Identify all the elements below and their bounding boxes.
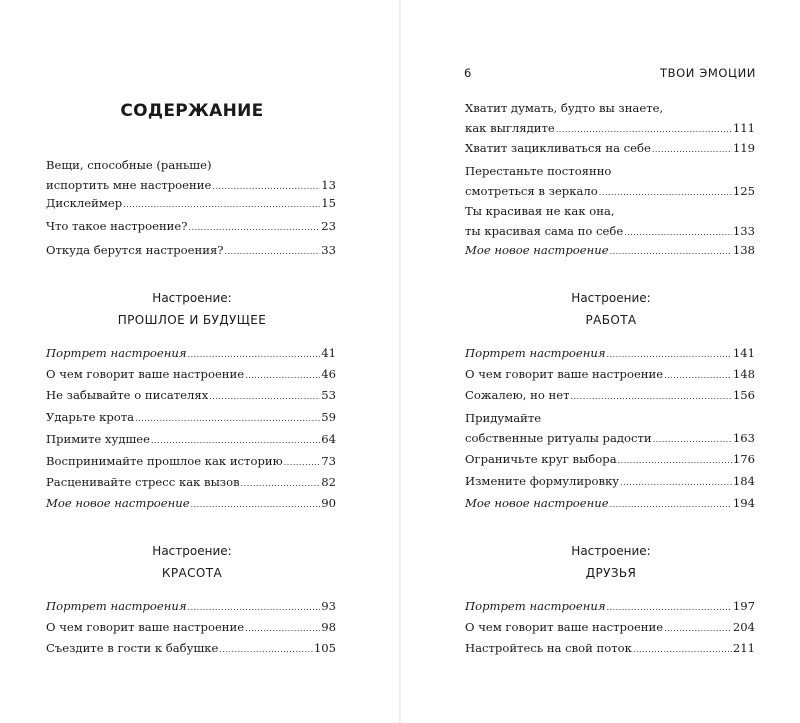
toc-entry-page: 23 [321, 219, 336, 233]
leader-dots [209, 387, 320, 407]
section-heading [465, 542, 757, 582]
toc-entry-title: Портрет настроения [46, 599, 187, 613]
toc-entry-page: 211 [732, 641, 755, 655]
toc-entry[interactable] [46, 638, 336, 658]
toc-entry[interactable] [46, 596, 336, 616]
toc-entry[interactable] [465, 638, 755, 658]
toc-title: СОДЕРЖАНИЕ [120, 101, 264, 121]
toc-entry-page: 90 [321, 496, 336, 510]
toc-entry-title: Портрет настроения [46, 346, 187, 360]
leader-dots [618, 451, 732, 471]
leader-dots [188, 218, 320, 238]
toc-entry[interactable] [465, 364, 755, 384]
toc-entry[interactable] [46, 385, 336, 405]
toc-entry[interactable] [46, 216, 336, 236]
leader-dots [620, 473, 732, 493]
toc-entry-title: Дисклеймер [46, 196, 123, 210]
toc-entry-page: 204 [732, 620, 755, 634]
toc-entry[interactable] [465, 471, 755, 491]
toc-entry[interactable] [46, 617, 336, 637]
leader-dots [188, 598, 321, 618]
toc-entry-title: Измените формулировку [465, 474, 620, 488]
leader-dots [219, 640, 313, 660]
leader-dots [245, 366, 320, 386]
leader-dots [610, 495, 732, 515]
toc-entry-first-line: Перестаньте постоянно [465, 164, 612, 178]
section-label: Настроение: [571, 544, 651, 558]
toc-entry[interactable] [465, 240, 755, 260]
toc-entry-page: 138 [732, 243, 755, 257]
leader-dots [599, 183, 732, 203]
leader-dots [135, 409, 320, 429]
section-label: Настроение: [152, 291, 232, 305]
leader-dots [664, 619, 732, 639]
toc-entry-title: Ограничьте круг выбора [465, 452, 617, 466]
toc-entry-title: О чем говорит ваше настроение [465, 620, 664, 634]
toc-entry[interactable] [46, 240, 336, 260]
toc-entry-title: О чем говорит ваше настроение [465, 367, 664, 381]
section-label: Настроение: [152, 544, 232, 558]
section-heading [46, 542, 338, 582]
leader-dots [556, 120, 732, 140]
toc-entry-page: 15 [321, 196, 336, 210]
toc-entry[interactable] [465, 201, 755, 241]
toc-entry-page: 93 [321, 599, 336, 613]
toc-entry-title: Что такое настроение? [46, 219, 188, 233]
toc-entry-title: Настройтесь на свой поток [465, 641, 632, 655]
toc-entry-title: смотреться в зеркало [465, 184, 598, 198]
section-caption: РАБОТА [585, 313, 637, 327]
leader-dots [284, 453, 321, 473]
toc-entry-page: 46 [321, 367, 336, 381]
toc-entry-first-line: Хватит думать, будто вы знаете, [465, 101, 664, 115]
section-caption: КРАСОТА [161, 566, 223, 580]
leader-dots [607, 345, 732, 365]
toc-entry-title: Портрет настроения [465, 599, 606, 613]
toc-entry-title: Воспринимайте прошлое как историю [46, 454, 283, 468]
section-caption: ДРУЗЬЯ [585, 566, 637, 580]
toc-entry-title: Расценивайте стресс как вызов [46, 475, 240, 489]
toc-entry-page: 184 [732, 474, 755, 488]
toc-entry[interactable] [465, 493, 755, 513]
toc-entry-page: 194 [732, 496, 755, 510]
leader-dots [191, 495, 321, 515]
toc-entry[interactable] [46, 364, 336, 384]
leader-dots [241, 474, 321, 494]
toc-entry[interactable] [465, 385, 755, 405]
toc-entry[interactable] [465, 449, 755, 469]
toc-entry-title: как выглядите [465, 121, 555, 135]
toc-entry[interactable] [46, 451, 336, 471]
toc-entry-title: Портрет настроения [465, 346, 606, 360]
toc-entry-page: 119 [732, 141, 755, 155]
toc-entry-page: 156 [732, 388, 755, 402]
toc-entry-page: 141 [732, 346, 755, 360]
leader-dots [607, 598, 732, 618]
running-head-title: ТВОИ ЭМОЦИИ [660, 66, 756, 80]
toc-entry-page: 176 [732, 452, 755, 466]
toc-entry-page: 125 [732, 184, 755, 198]
section-heading [46, 289, 338, 329]
toc-entry-page: 111 [732, 121, 755, 135]
toc-entry[interactable] [46, 472, 336, 492]
toc-entry-page: 13 [321, 178, 336, 192]
section-label: Настроение: [571, 291, 651, 305]
toc-entry-page: 133 [732, 224, 755, 238]
toc-entry-page: 98 [321, 620, 336, 634]
toc-entry-page: 148 [732, 367, 755, 381]
toc-entry-title: Не забывайте о писателях [46, 388, 209, 402]
toc-entry[interactable] [46, 155, 336, 195]
toc-entry-page: 53 [321, 388, 336, 402]
toc-entry-title: ты красивая сама по себе [465, 224, 624, 238]
toc-entry-title: О чем говорит ваше настроение [46, 620, 245, 634]
toc-entry-page: 82 [321, 475, 336, 489]
toc-entry-page: 33 [321, 243, 336, 257]
toc-entry[interactable] [465, 596, 755, 616]
leader-dots [225, 242, 321, 262]
toc-entry-title: Сожалею, но нет [465, 388, 570, 402]
leader-dots [610, 242, 732, 262]
toc-entry[interactable] [465, 161, 755, 201]
toc-entry-title: Ударьте крота [46, 410, 135, 424]
leader-dots [664, 366, 732, 386]
toc-entry-page: 105 [313, 641, 336, 655]
toc-entry-page: 73 [321, 454, 336, 468]
toc-entry-title: Примите худшее [46, 432, 150, 446]
leader-dots [653, 430, 732, 450]
toc-entry-page: 197 [732, 599, 755, 613]
toc-entry-page: 59 [321, 410, 336, 424]
toc-entry-title: Хватит зацикливаться на себе [465, 141, 651, 155]
section-caption: ПРОШЛОЕ И БУДУЩЕЕ [117, 313, 267, 327]
section-heading [465, 289, 757, 329]
toc-entry[interactable] [465, 98, 755, 138]
toc-entry[interactable] [465, 343, 755, 363]
toc-entry-title: Мое новое настроение [465, 243, 609, 257]
toc-entry-first-line: Придумайте [465, 411, 542, 425]
page-number: 6 [464, 66, 472, 80]
toc-entry-title: Мое новое настроение [46, 496, 190, 510]
leader-dots [571, 387, 732, 407]
leader-dots [123, 195, 320, 215]
toc-entry[interactable] [46, 493, 336, 513]
toc-entry-first-line: Вещи, способные (раньше) [46, 158, 212, 172]
toc-entry-title: испортить мне настроение [46, 178, 212, 192]
leader-dots [652, 140, 732, 160]
leader-dots [151, 431, 320, 451]
toc-entry[interactable] [46, 407, 336, 427]
toc-entry-title: собственные ритуалы радости [465, 431, 652, 445]
leader-dots [633, 640, 732, 660]
leader-dots [188, 345, 321, 365]
toc-entry-page: 64 [321, 432, 336, 446]
toc-entry[interactable] [46, 343, 336, 363]
toc-entry-title: О чем говорит ваше настроение [46, 367, 245, 381]
toc-entry[interactable] [465, 138, 755, 158]
toc-entry[interactable] [46, 193, 336, 213]
toc-entry[interactable] [465, 408, 755, 448]
leader-dots [245, 619, 320, 639]
toc-entry[interactable] [465, 617, 755, 637]
toc-entry-first-line: Ты красивая не как она, [465, 204, 615, 218]
toc-entry[interactable] [46, 429, 336, 449]
toc-entry-page: 163 [732, 431, 755, 445]
toc-entry-page: 41 [321, 346, 336, 360]
toc-entry-title: Съездите в гости к бабушке [46, 641, 219, 655]
toc-entry-title: Мое новое настроение [465, 496, 609, 510]
toc-entry-title: Откуда берутся настроения? [46, 243, 224, 257]
